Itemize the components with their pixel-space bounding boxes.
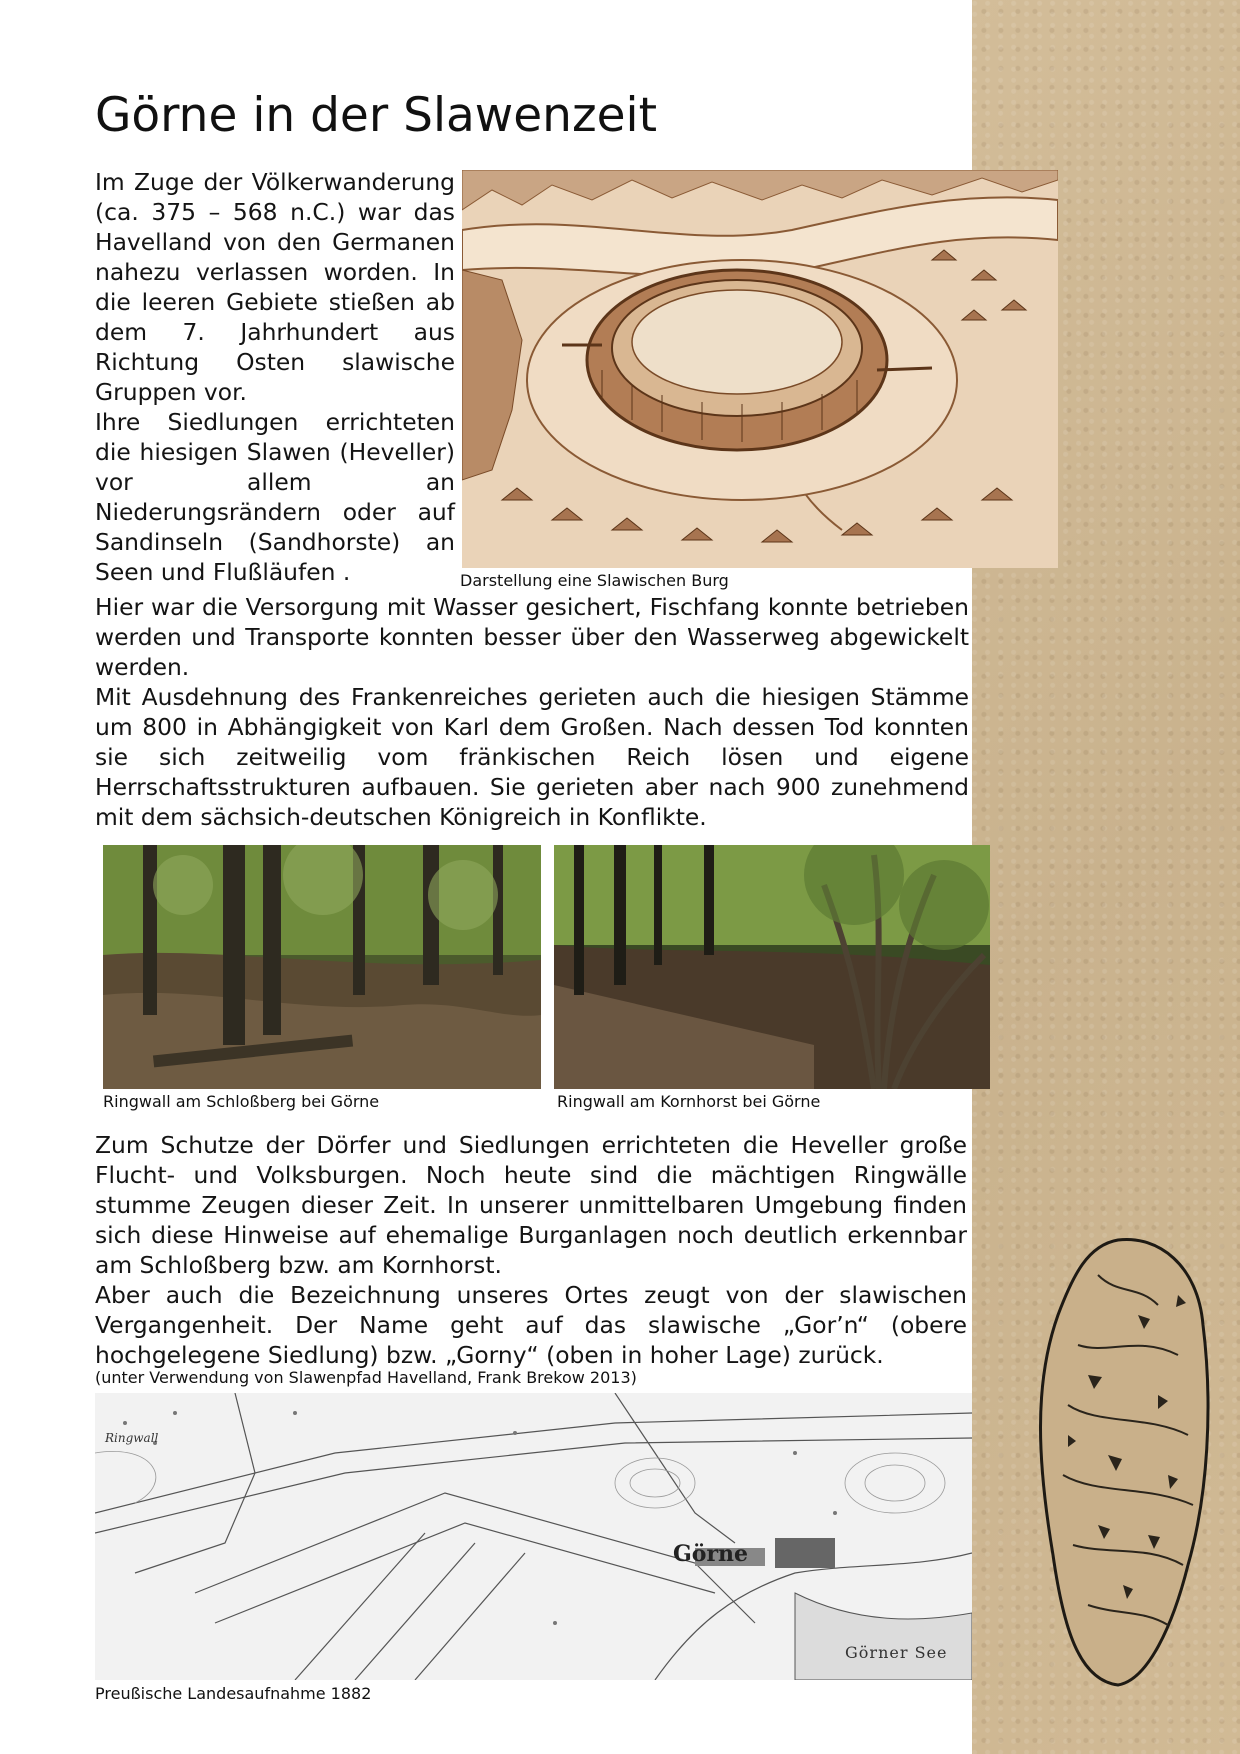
kornhorst-caption: Ringwall am Kornhorst bei Görne bbox=[557, 1092, 821, 1111]
map-label-ringwall: Ringwall bbox=[105, 1431, 159, 1445]
ringwall-paragraph: Zum Schutze der Dörfer und Siedlungen errichteten die Heveller große Flucht- und Volksburgen. Noch heute sind die mächtigen Ringwälle stumme Zeugen dieser Zeit. In unserer unmittelbaren Umgebung finden sich diese Hinweise auf ehemalige Burganlagen noch deutlich erkennbar am Schloßberg bzw. am Kornhorst. bbox=[95, 1131, 967, 1279]
historic-map bbox=[95, 1393, 972, 1680]
franks-paragraph: Mit Ausdehnung des Frankenreiches gerieten auch die hiesigen Stämme um 800 in Abhängigkeit von Karl dem Großen. Nach dessen Tod konnten sie sich zeitweilig vom fränkischen Reich lösen und eigene Herrschaftsstrukturen aufbauen. Sie gerieten aber nach 900 zunehmend mit dem sächsich-deutschen Königreich in Konflikte. bbox=[95, 683, 969, 831]
intro-paragraph-2: Ihre Siedlungen errichteten die hiesigen Slawen (Heveller) vor allem an Niederungsrändern oder auf Sandinseln (Sandhorste) an Seen und Flußläufen . bbox=[95, 408, 455, 586]
name-origin-paragraph: Aber auch die Bezeichnung unseres Ortes zeugt von der slawischen Vergangenheit. Der Name geht auf das slawische „Gor’n“ (obere hochgelegene Siedlung) bzw. „Gorny“ (oben in hoher Lage) zurück. bbox=[95, 1281, 967, 1369]
water-paragraph: Hier war die Versorgung mit Wasser gesichert, Fischfang konnte betrieben werden und Transporte konnten besser über den Wasserweg abgewickelt werden. bbox=[95, 593, 969, 681]
source-note: (unter Verwendung von Slawenpfad Havelland, Frank Brekow 2013) bbox=[95, 1368, 637, 1387]
intro-text-column bbox=[95, 167, 455, 587]
flint-tool-drawing bbox=[1028, 1235, 1218, 1690]
slavic-castle-illustration bbox=[462, 170, 1058, 568]
kornhorst-photo bbox=[554, 845, 990, 1089]
page-title: Görne in der Slawenzeit bbox=[95, 88, 658, 143]
history-text-block bbox=[95, 592, 969, 832]
schlossberg-caption: Ringwall am Schloßberg bei Görne bbox=[103, 1092, 380, 1111]
intro-paragraph-1: Im Zuge der Völkerwanderung (ca. 375 – 568 n.C.) war das Havelland von den Germanen nahezu verlassen worden. In die leeren Gebiete stießen ab dem 7. Jahrhundert aus Richtung Osten slawische Gruppen vor. bbox=[95, 168, 455, 406]
schlossberg-photo bbox=[103, 845, 541, 1089]
illustration-caption: Darstellung eine Slawischen Burg bbox=[460, 571, 729, 590]
castles-text-block bbox=[95, 1130, 967, 1370]
map-label-goerne: Görne bbox=[673, 1541, 749, 1567]
map-label-lake: Görner See bbox=[845, 1643, 948, 1662]
map-caption: Preußische Landesaufnahme 1882 bbox=[95, 1684, 372, 1703]
